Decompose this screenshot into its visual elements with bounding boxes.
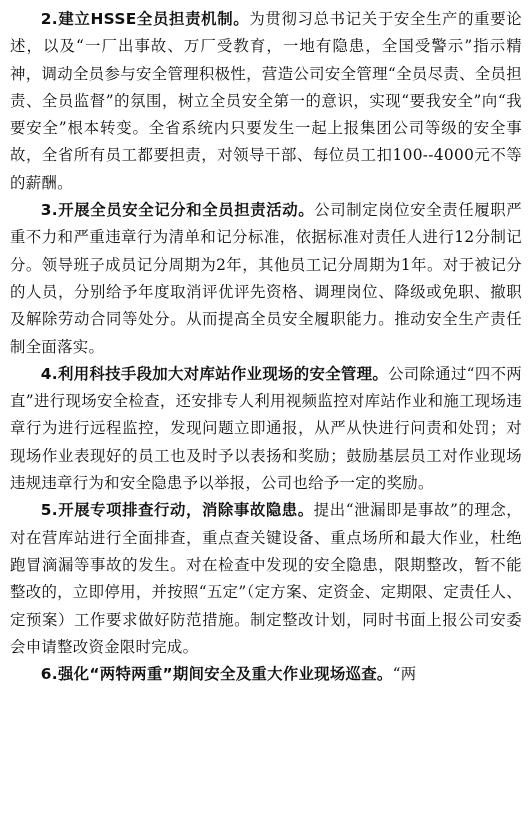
paragraph-hazard-inspection (10, 497, 522, 661)
paragraph-body: “两 (392, 665, 417, 684)
paragraph-heading: 2.建立HSSE全员担责机制。 (40, 10, 250, 28)
paragraph-site-patrol (10, 661, 522, 688)
paragraph-heading: 6.强化“两特两重”期间安全及重大作业现场巡查。 (40, 665, 393, 684)
paragraph-tech-monitoring (10, 361, 522, 497)
paragraph-body: 公司除通过“四不两直”进行现场安全检查，还安排专人利用视频监控对库站作业和施工现场违章行为进行远程监控，发现问题立即通报，从严从快进行问责和处罚；对现场作业表现好的员工也及时予以表扬和奖励；鼓励基层员工对作业现场违规违章行为和安全隐患予以举报，公司也给予一定的奖励。 (10, 364, 522, 493)
paragraph-heading: 5.开展专项排查行动，消除事故隐患。 (40, 501, 314, 520)
paragraph-body: 为贯彻习总书记关于安全生产的重要论述，以及“一厂出事故、万厂受教育，一地有隐患，全国受警示”指示精神，调动全员参与安全管理积极性，营造公司安全管理“全员尽责、全员担责、全员监督”的氛围，树立全员安全第一的意识，实现“要我安全”向“我要安全”根本转变。全省系统内只要发生一起上报集团公司等级的安全事故，全省所有员工都要担责，对领导干部、每位员工扣100--4000元不等的薪酬。 (10, 10, 522, 192)
paragraph-hsse-accountability (10, 6, 522, 197)
paragraph-body: 提出“泄漏即是事故”的理念，对在营库站进行全面排查，重点查关键设备、重点场所和最大作业，杜绝跑冒滴漏等事故的发生。对在检查中发现的安全隐患，限期整改，暂不能整改的，立即停用，并按照“五定”（定方案、定资金、定期限、定责任人、定预案）工作要求做好防范措施。制定整改计划，同时书面上报公司安委会申请整改资金限时完成。 (10, 501, 522, 656)
paragraph-body: 公司制定岗位安全责任履职严重不力和严重违章行为清单和记分标准，依据标准对责任人进行12分制记分。领导班子成员记分周期为2年，其他员工记分周期为1年。对于被记分的人员，分别给予年度取消评优评先资格、调理岗位、降级或免职、撤职及解除劳动合同等处分。从而提高全员安全履职能力。推动安全生产责任制全面落实。 (10, 201, 522, 356)
paragraph-safety-scoring (10, 197, 522, 361)
paragraph-heading: 4.利用科技手段加大对库站作业现场的安全管理。 (40, 364, 389, 383)
paragraph-heading: 3.开展全员安全记分和全员担责活动。 (40, 201, 315, 220)
